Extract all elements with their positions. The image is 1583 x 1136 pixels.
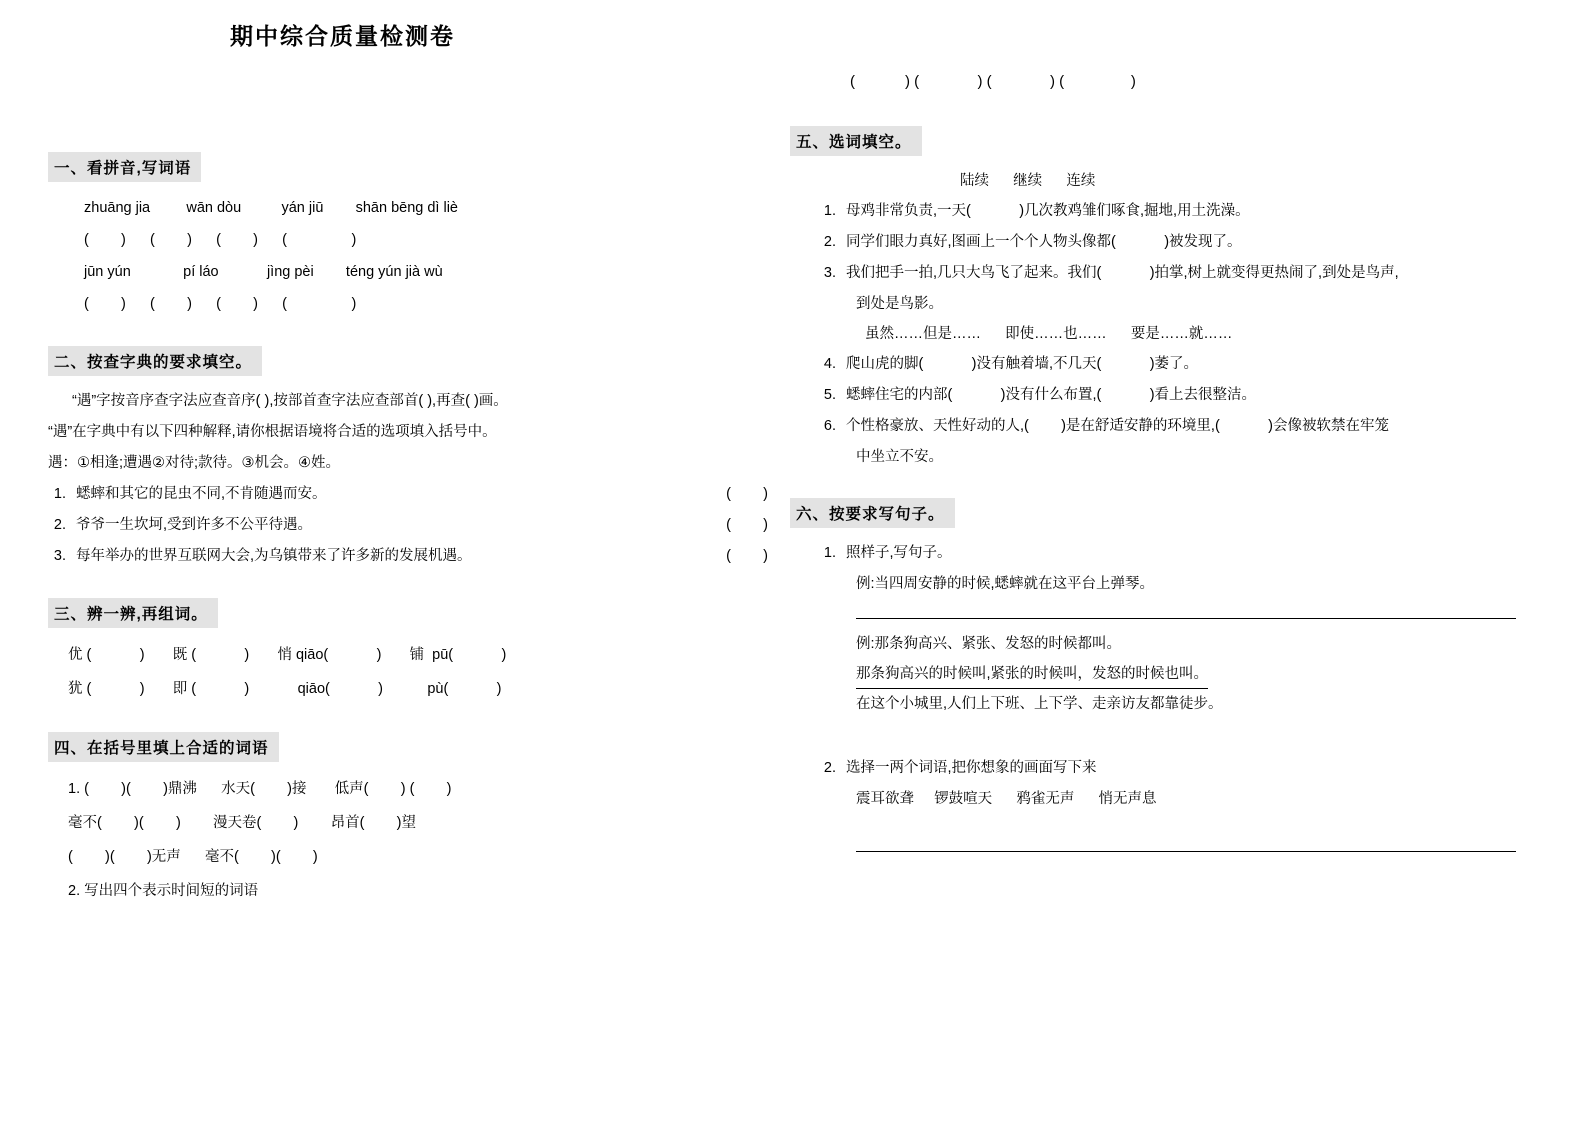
section-2-item-3[interactable] bbox=[48, 541, 768, 572]
section-6-example-1: 例:当四周安静的时候,蟋蟀就在这平台上弹琴。 bbox=[856, 576, 1155, 592]
section-4-row-3[interactable]: ( )( )无声 毫不( )( ) bbox=[68, 849, 318, 865]
item-text: 每年举办的世界互联网大会,为乌镇带来了许多新的发展机遇。 bbox=[76, 548, 472, 564]
section-2-line-3: 遇：①相逢;遭遇②对待;款待。③机会。④姓。 bbox=[48, 455, 341, 471]
section-6-word-bank: 震耳欲聋 锣鼓喧天 鸦雀无声 悄无声息 bbox=[856, 791, 1157, 807]
section-5-item-4[interactable] bbox=[790, 349, 1538, 380]
item-text: 蟋蟀住宅的内部( )没有什么布置,( )看上去很整洁。 bbox=[846, 387, 1257, 403]
section-3-row-2[interactable]: 犹 ( ) 即 ( ) qiāo( ) pù( ) bbox=[68, 681, 502, 697]
item-number: 4. bbox=[823, 356, 836, 372]
section-4-heading: 四、在括号里填上合适的词语 bbox=[48, 732, 279, 762]
item-answer-paren[interactable]: ( ) bbox=[726, 548, 768, 564]
item-text: 母鸡非常负责,一天( )几次教鸡雏们啄食,掘地,用土洗澡。 bbox=[846, 203, 1250, 219]
item-text: 爷爷一生坎坷,受到许多不公平待遇。 bbox=[76, 517, 313, 533]
item-text: 蟋蟀和其它的昆虫不同,不肯随遇而安。 bbox=[76, 486, 327, 502]
section-6-extra-sentence: 在这个小城里,人们上下班、上下学、走亲访友都靠徒步。 bbox=[856, 696, 1223, 712]
item-text: 我们把手一拍,几只大鸟飞了起来。我们( )拍掌,树上就变得更热闹了,到处是鸟声, bbox=[846, 265, 1399, 281]
section-5-item-6-continuation: 中坐立不安。 bbox=[856, 449, 943, 465]
section-5-item-1[interactable] bbox=[790, 196, 1538, 227]
section-1-pinyin-row-1: zhuāng jia wān dòu yán jiū shān bēng dì liè bbox=[84, 200, 458, 216]
item-number: 2. bbox=[823, 760, 836, 776]
answer-blank-line-2[interactable] bbox=[856, 850, 1516, 852]
item-number: 5. bbox=[823, 387, 836, 403]
section-2-item-2[interactable] bbox=[48, 510, 768, 541]
item-number: 1. bbox=[823, 545, 836, 561]
section-1-answer-row-2[interactable]: ( ) ( ) ( ) ( ) bbox=[84, 296, 357, 312]
item-answer-paren[interactable]: ( ) bbox=[726, 517, 768, 533]
item-text: 照样子,写句子。 bbox=[846, 545, 952, 561]
item-number: 1. bbox=[53, 486, 66, 502]
section-5-item-6[interactable] bbox=[790, 411, 1538, 442]
item-text: 同学们眼力真好,图画上一个个人物头像都( )被发现了。 bbox=[846, 234, 1242, 250]
section-1-pinyin-row-2: jūn yún pí láo jìng pèi téng yún jià wù bbox=[84, 264, 443, 280]
section-3-heading: 三、辨一辨,再组词。 bbox=[48, 598, 218, 628]
section-4-row-1[interactable]: 1. ( )( )鼎沸 水天( )接 低声( ) ( ) bbox=[68, 781, 452, 797]
section-3-row-1[interactable]: 优 ( ) 既 ( ) 悄 qiāo( ) 铺 pū( ) bbox=[68, 647, 507, 663]
header-blank-parens: ( ) ( ) ( ) ( ) bbox=[850, 73, 1136, 90]
section-5-item-3-continuation: 到处是鸟影。 bbox=[856, 296, 943, 312]
page-title: 期中综合质量检测卷 bbox=[230, 23, 455, 49]
section-4-row-2[interactable]: 毫不( )( ) 漫天卷( ) 昂首( )望 bbox=[68, 815, 416, 831]
section-1-answer-row-1[interactable]: ( ) ( ) ( ) ( ) bbox=[84, 232, 357, 248]
section-2-line-2: “遇”在字典中有以下四种解释,请你根据语境将合适的选项填入括号中。 bbox=[48, 424, 497, 440]
section-2-line-1[interactable]: “遇”字按音序查字法应查音序( ),按部首查字法应查部首( ),再查( )画。 bbox=[72, 393, 508, 409]
section-5-heading: 五、选词填空。 bbox=[790, 126, 922, 156]
section-1-heading: 一、看拼音,写词语 bbox=[48, 152, 201, 182]
item-number: 3. bbox=[823, 265, 836, 281]
section-4-row-4: 2. 写出四个表示时间短的词语 bbox=[68, 883, 259, 899]
section-5-word-choices-2: 虽然……但是…… 即使……也…… 要是……就…… bbox=[865, 326, 1233, 342]
item-number: 2. bbox=[823, 234, 836, 250]
item-answer-paren[interactable]: ( ) bbox=[726, 486, 768, 502]
section-6-question-2 bbox=[790, 753, 1538, 784]
left-column bbox=[48, 48, 768, 908]
item-text: 爬山虎的脚( )没有触着墙,不几天( )萎了。 bbox=[846, 356, 1199, 372]
section-6-example-2: 例:那条狗高兴、紧张、发怒的时候都叫。 bbox=[856, 636, 1122, 652]
section-6-question-1 bbox=[790, 538, 1538, 569]
item-number: 2. bbox=[53, 517, 66, 533]
section-2-heading: 二、按查字典的要求填空。 bbox=[48, 346, 262, 376]
right-column bbox=[790, 48, 1538, 862]
section-5-item-5[interactable] bbox=[790, 380, 1538, 411]
section-5-item-2[interactable] bbox=[790, 227, 1538, 258]
exam-paper-page bbox=[0, 18, 1583, 1136]
section-6-answer-1[interactable]: 那条狗高兴的时候叫,紧张的时候叫，发怒的时候也叫。 bbox=[856, 661, 1208, 689]
section-2-item-1[interactable] bbox=[48, 479, 768, 510]
item-number: 1. bbox=[823, 203, 836, 219]
section-5-item-3[interactable] bbox=[790, 258, 1538, 289]
item-text: 选择一两个词语,把你想象的画面写下来 bbox=[846, 760, 1097, 776]
section-6-answer-1-wrapper[interactable] bbox=[790, 659, 1538, 689]
section-5-word-choices-1: 陆续 继续 连续 bbox=[960, 173, 1096, 189]
answer-blank-line-1[interactable] bbox=[856, 617, 1516, 619]
item-text: 个性格豪放、天性好动的人,( )是在舒适安静的环境里,( )会像被软禁在牢笼 bbox=[846, 418, 1389, 434]
section-6-heading: 六、按要求写句子。 bbox=[790, 498, 955, 528]
item-number: 6. bbox=[823, 418, 836, 434]
item-number: 3. bbox=[53, 548, 66, 564]
